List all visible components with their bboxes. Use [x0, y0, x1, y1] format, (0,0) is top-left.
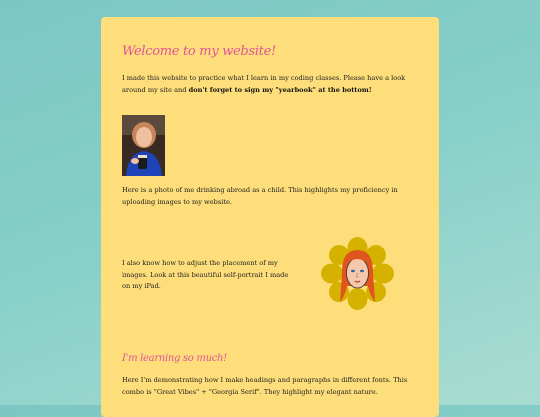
- fonts-paragraph: Here I'm demonstrating how I make headings and paragraphs in different fonts. This combo is "Great Vibes" + "Georgia Serif". They highlight my elegant nature.: [122, 376, 408, 396]
- photo-caption: Here is a photo of me drinking abroad as a child. This highlights my proficiency in uploading images to my website.: [122, 186, 398, 206]
- intro-bold-text: don't forget to sign my "yearbook" at the bottom!: [188, 85, 372, 94]
- page-title: Welcome to my website!: [122, 44, 276, 59]
- section-heading: I'm learning so much!: [122, 353, 227, 364]
- content-card: [101, 17, 439, 417]
- placement-paragraph: I also know how to adjust the placement of my images. Look at this beautiful self-portrait I made on my iPad.: [122, 259, 289, 290]
- intro-paragraph: [122, 73, 422, 96]
- childhood-photo: [122, 115, 165, 176]
- self-portrait: [320, 236, 395, 311]
- intro-text: I made this website to practice what I learn in my coding classes. Please have a look around my site and: [122, 74, 406, 94]
